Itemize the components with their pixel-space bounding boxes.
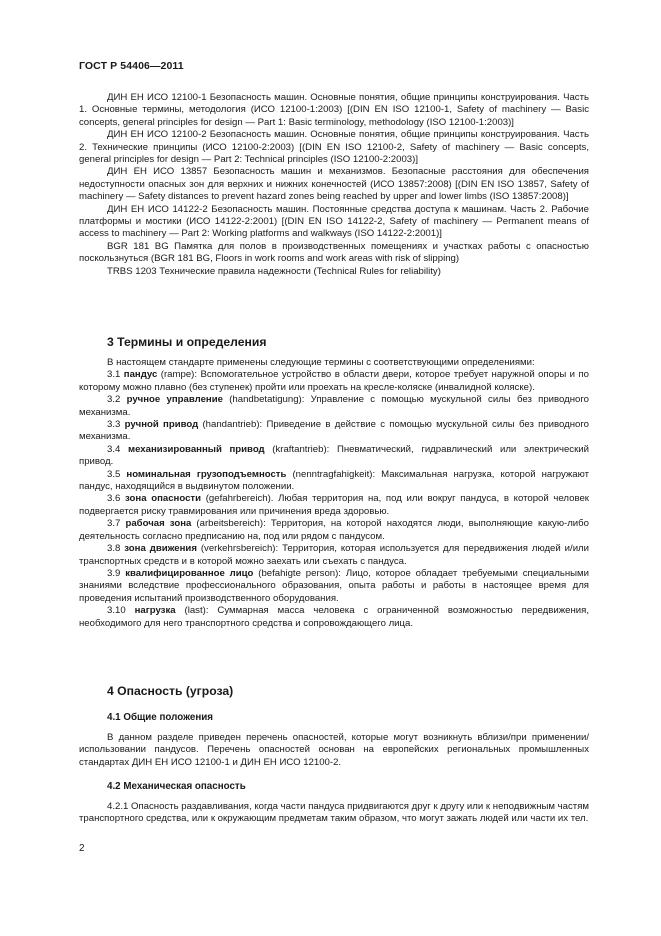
term-name: механизированный привод [128, 443, 265, 455]
section-3-intro: В настоящем стандарте применены следующие термины с соответствующими определениями: [107, 357, 535, 368]
subsection-4-1-text: В данном разделе приведен перечень опасностей, которые могут возникнуть вблизи/при применении/использовании пандусов. Перечень опасностей основан на европейских региональных промышленных стандартах ДИН ЕН ИСО 12100-1 и ДИН ЕН ИСО 12100-2. [79, 732, 589, 768]
term-item: 3.10 нагрузка (last): Суммарная масса человека с ограниченной возможностью передвижения, необходимого для него транспортного средства и сопровождающего лица. [79, 605, 589, 629]
subsection-4-1-heading: 4.1 Общие положения [107, 712, 214, 723]
reference-item: BGR 181 BG Памятка для полов в производственных помещениях и участках работы с опасностью поскользнуться (BGR 181 BG, Floors in work rooms and work areas with risk of slipping) [79, 240, 589, 265]
references-list [79, 92, 589, 278]
document-header: ГОСТ Р 54406—2011 [79, 60, 184, 72]
term-item: 3.6 зона опасности (gefahrbereich). Любая территория на, под или вокруг пандуса, в которой человек подвергается риску травмирования или причинения вреда здоровью. [79, 493, 589, 517]
term-item: 3.8 зона движения (verkehrsbereich): Территория, которая используется для передвижения людей и/или транспортных средств и в которой можно заехать или съехать с пандуса. [79, 543, 590, 567]
term-item: 3.5 номинальная грузоподъемность (nenntragfahigkeit): Максимальная нагрузка, которой нагружают пандус, находящийся в выдвинутом положении. [79, 468, 590, 493]
subsection-4-2-text: 4.2.1 Опасность раздавливания, когда части пандуса придвигаются друг к другу или к неподвижным частям транспортного средства, или к окружающим предметам таким образом, что могут зажать людей или части их тел. [79, 801, 589, 825]
term-item: 3.9 квалифицированное лицо (befahigte person): Лицо, которое обладает требуемыми специальными знаниями вследствие профессионального образования, опыта работы и работы в настоящее время для проведения испытаний производственного оборудования. [79, 567, 589, 604]
reference-item: ДИН ЕН ИСО 12100-1 Безопасность машин. Основные понятия, общие принципы конструирования. Часть 1. Основные термины, методология (ИСО 12100-1:2003) [(DIN EN ISO 12100-1, Safety of machinery — Basic concepts, general principles for design — Part 1: Basic terminology, methodology (ISO 12100-1:2003)] [79, 92, 589, 128]
term-name: пандус [123, 369, 158, 381]
term-item: 3.1 пандус (rampe): Вспомогательное устройство в области двери, которое требует наружной опоры и по которому можно плавно (без ступенек) пройти или проехать на кресле-коляске (инвалидной коляске). [79, 369, 589, 393]
term-name: номинальная грузоподъемность [126, 468, 287, 480]
term-name: квалифицированное лицо [125, 567, 254, 579]
reference-item: TRBS 1203 Технические правила надежности (Technical Rules for reliability) [107, 265, 441, 277]
term-name: ручное управление [126, 394, 223, 406]
term-name: зона движения [124, 543, 197, 555]
section-4-heading: 4 Опасность (угроза) [107, 684, 234, 698]
subsection-4-2-body [79, 801, 589, 826]
reference-item: ДИН ЕН ИСО 13857 Безопасность машин и механизмов. Безопасные расстояния для обеспечения недоступности опасных зон для верхних и нижних конечностей (ИСО 13857:2008) [(DIN EN ISO 13857, Safety of machinery — Safety distances to prevent hazard zones being reached by upper and lower limbs (ISO 13857:2008)] [79, 166, 589, 203]
subsection-4-1-body [79, 732, 589, 769]
reference-item: ДИН ЕН ИСО 12100-2 Безопасность машин. Основные понятия, общие принципы конструирования. Часть 2. Технические принципы (ИСО 12100-2:2003) [(DIN EN ISO 12100-2, Safety of machinery — Basic concepts, general principles for design — Part 2: Technical principles (ISO 12100-2:2003)] [79, 129, 589, 166]
term-item: 3.7 рабочая зона (arbeitsbereich): Территория, на которой находятся люди, выполняющие какую-либо деятельность согласно предписанию на, под или рядом с пандусом. [79, 518, 589, 542]
term-item: 3.2 ручное управление (handbetatigung): Управление с помощью мускульной силы без приводного механизма. [79, 394, 589, 418]
page-number: 2 [79, 843, 85, 854]
term-name: нагрузка [134, 605, 176, 617]
section-3-heading: 3 Термины и определения [107, 335, 267, 349]
reference-item: ДИН ЕН ИСО 14122-2 Безопасность машин. Постоянные средства доступа к машинам. Часть 2. Рабочие платформы и мостики (ИСО 14122-2:2001) [(DIN EN ISO 14122-2, Safety of machinery — Permanent means of access to machinery — Part 2: Working platforms and walkways (ISO 14122-2:2001)] [79, 203, 589, 240]
section-3-body [79, 357, 589, 630]
term-item: 3.4 механизированный привод (kraftantrieb): Пневматический, гидравлический или электрический привод. [79, 443, 589, 468]
term-name: ручной привод [124, 419, 199, 431]
term-item: 3.3 ручной привод (handantrieb): Приведение в действие с помощью мускульной силы без приводного механизма. [79, 419, 589, 443]
term-name: зона опасности [125, 493, 202, 505]
subsection-4-2-heading: 4.2 Механическая опасность [107, 781, 246, 792]
term-name: рабочая зона [125, 518, 192, 530]
